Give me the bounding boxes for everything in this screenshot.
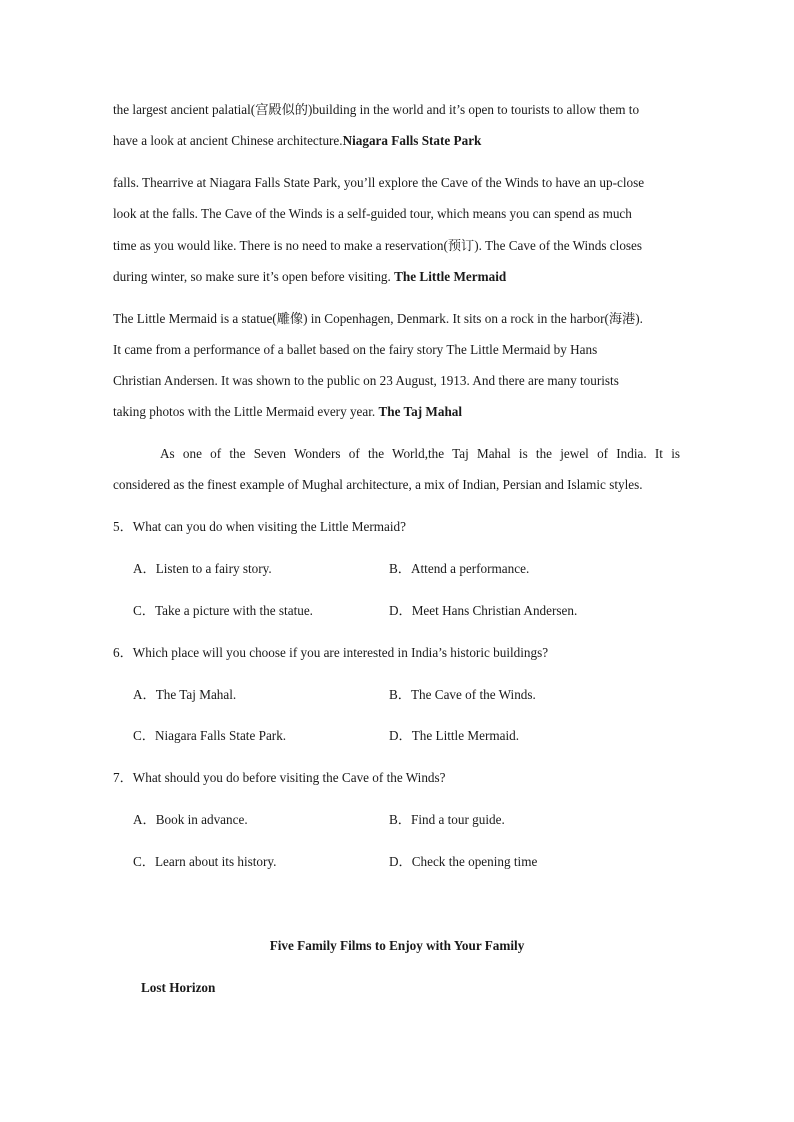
question-stem: 5．What can you do when visiting the Little Mermaid?: [113, 519, 406, 534]
question-option: A．Listen to a fairy story.: [133, 561, 272, 576]
paragraph-text: during winter, so make sure it’s open before visiting.: [113, 269, 395, 284]
question-option: C．Niagara Falls State Park.: [133, 728, 287, 743]
question-option: D．Check the opening time: [389, 854, 538, 869]
question-stem: 6．Which place will you choose if you are interested in India’s historic buildings?: [113, 645, 549, 660]
section-title: Five Family Films to Enjoy with Your Family: [269, 938, 525, 953]
question-option: C．Take a picture with the statue.: [133, 603, 313, 618]
paragraph-line: look at the falls. The Cave of the Winds is a self-guided tour, which means you can spend as much: [113, 206, 632, 221]
question-option: A．Book in advance.: [133, 812, 248, 827]
paragraph-text: have a look at ancient Chinese architecture.: [113, 133, 343, 148]
section-heading-niagara: Niagara Falls State Park: [342, 133, 482, 148]
paragraph-line: Christian Andersen. It was shown to the public on 23 August, 1913. And there are many tourists: [113, 373, 619, 388]
paragraph-line: It came from a performance of a ballet based on the fairy story The Little Mermaid by Hans: [113, 342, 598, 357]
question-option: B．Attend a performance.: [389, 561, 530, 576]
paragraph-text: taking photos with the Little Mermaid every year.: [113, 404, 379, 419]
paragraph-line: The Little Mermaid is a statue(雕像) in Copenhagen, Denmark. It sits on a rock in the harbor(海港).: [113, 311, 643, 326]
paragraph-line: [113, 133, 481, 149]
film-heading: Lost Horizon: [141, 980, 216, 995]
question-option: D．Meet Hans Christian Andersen.: [389, 603, 578, 618]
question-option: B．The Cave of the Winds.: [389, 687, 536, 702]
paragraph-line: [113, 269, 506, 285]
question-option: D．The Little Mermaid.: [389, 728, 520, 743]
paragraph-line: As one of the Seven Wonders of the World,the Taj Mahal is the jewel of India. It is: [160, 446, 680, 461]
question-option: A．The Taj Mahal.: [133, 687, 237, 702]
question-option: C．Learn about its history.: [133, 854, 277, 869]
section-heading-taj: The Taj Mahal: [378, 404, 463, 419]
question-stem: 7．What should you do before visiting the Cave of the Winds?: [113, 770, 446, 785]
paragraph-line: falls. Thearrive at Niagara Falls State Park, you’ll explore the Cave of the Winds to have an up-close: [113, 175, 645, 190]
paragraph-line: considered as the finest example of Mughal architecture, a mix of Indian, Persian and Islamic styles.: [113, 477, 643, 492]
section-heading-mermaid: The Little Mermaid: [394, 269, 507, 284]
paragraph-line: the largest ancient palatial(宫殿似的)building in the world and it’s open to tourists to allow them to: [113, 102, 640, 117]
question-option: B．Find a tour guide.: [389, 812, 505, 827]
paragraph-line: time as you would like. There is no need to make a reservation(预订). The Cave of the Winds closes: [113, 238, 643, 253]
paragraph-line: [113, 404, 462, 420]
